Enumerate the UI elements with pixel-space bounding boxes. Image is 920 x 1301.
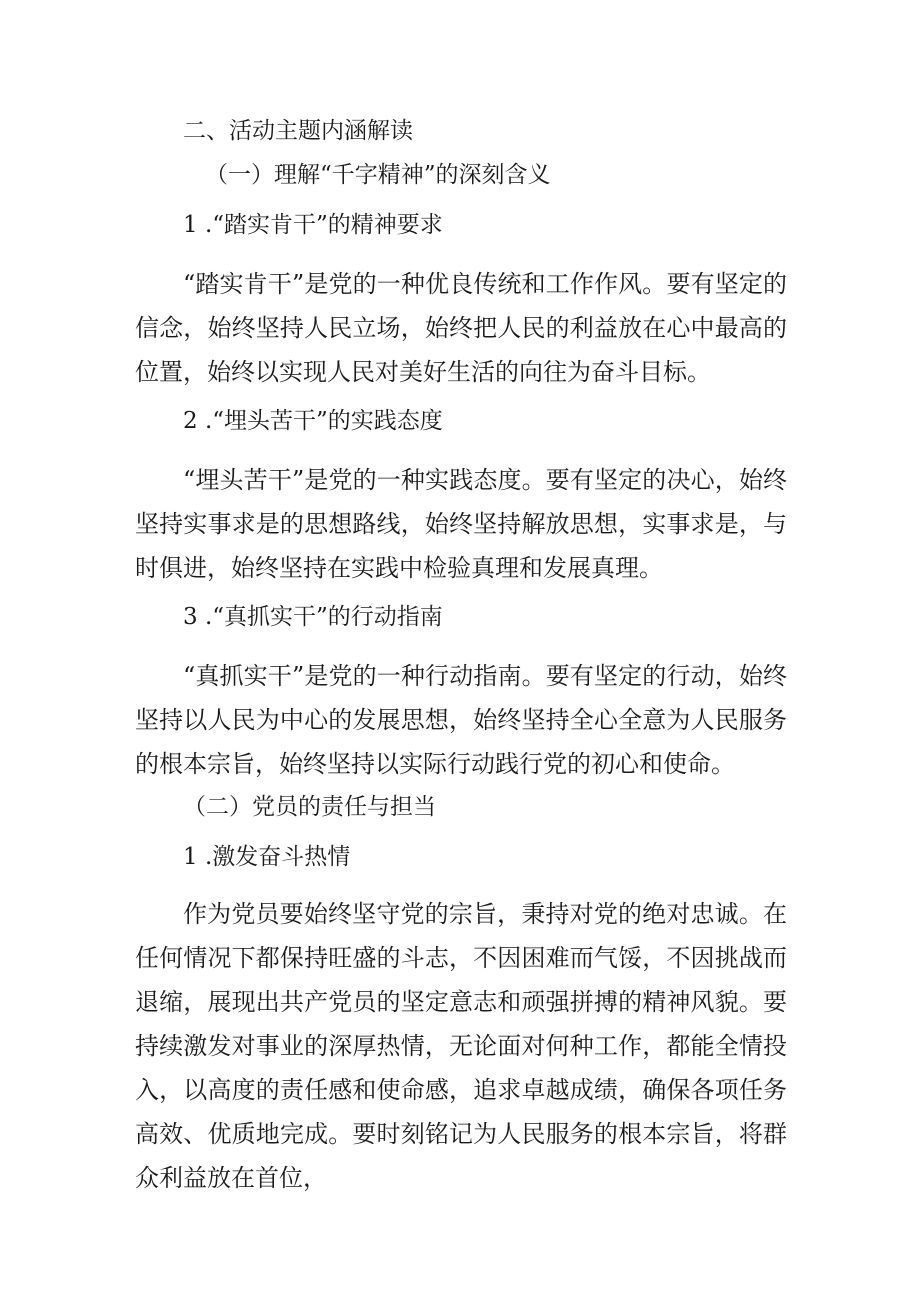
item-1-2-title: 2 .“埋头苦干”的实践态度: [183, 408, 443, 434]
subsection-2-title: （二）党员的责任与担当: [183, 794, 436, 820]
item-1-3-body: “真抓实干”是党的一种行动指南。要有坚定的行动，始终坚持以人民为中心的发展思想，始终坚持全心全意为人民服务的根本宗旨，始终坚持以实际行动践行党的初心和使命。: [135, 662, 787, 778]
item-2-1-title: 1 .激发奋斗热情: [183, 844, 351, 870]
item-2-1-body: 作为党员要始终坚守党的宗旨，秉持对党的绝对忠诚。在任何情况下都保持旺盛的斗志，不因困难而气馁，不因挑战而退缩，展现出共产党员的坚定意志和顽强拼搏的精神风貌。要持续激发对事业的深厚热情，无论面对何种工作，都能全情投入，以高度的责任感和使命感，追求卓越成绩，确保各项任务高效、优质地完成。要时刻铭记为人民服务的根本宗旨，将群众利益放在首位，: [135, 900, 787, 1192]
section-title: 二、活动主题内涵解读: [183, 118, 413, 144]
item-1-1-body: “踏实肯干”是党的一种优良传统和工作作风。要有坚定的信念，始终坚持人民立场，始终把人民的利益放在心中最高的位置，始终以实现人民对美好生活的向往为奋斗目标。: [135, 270, 787, 386]
subsection-1-title: （一）理解“千字精神”的深刻含义: [205, 162, 551, 188]
item-1-3-title: 3 .“真抓实干”的行动指南: [183, 604, 443, 630]
item-1-1-title: 1 .“踏实肯干”的精神要求: [183, 212, 443, 238]
item-1-2-body: “埋头苦干”是党的一种实践态度。要有坚定的决心，始终坚持实事求是的思想路线，始终坚持解放思想，实事求是，与时俱进，始终坚持在实践中检验真理和发展真理。: [135, 466, 787, 582]
